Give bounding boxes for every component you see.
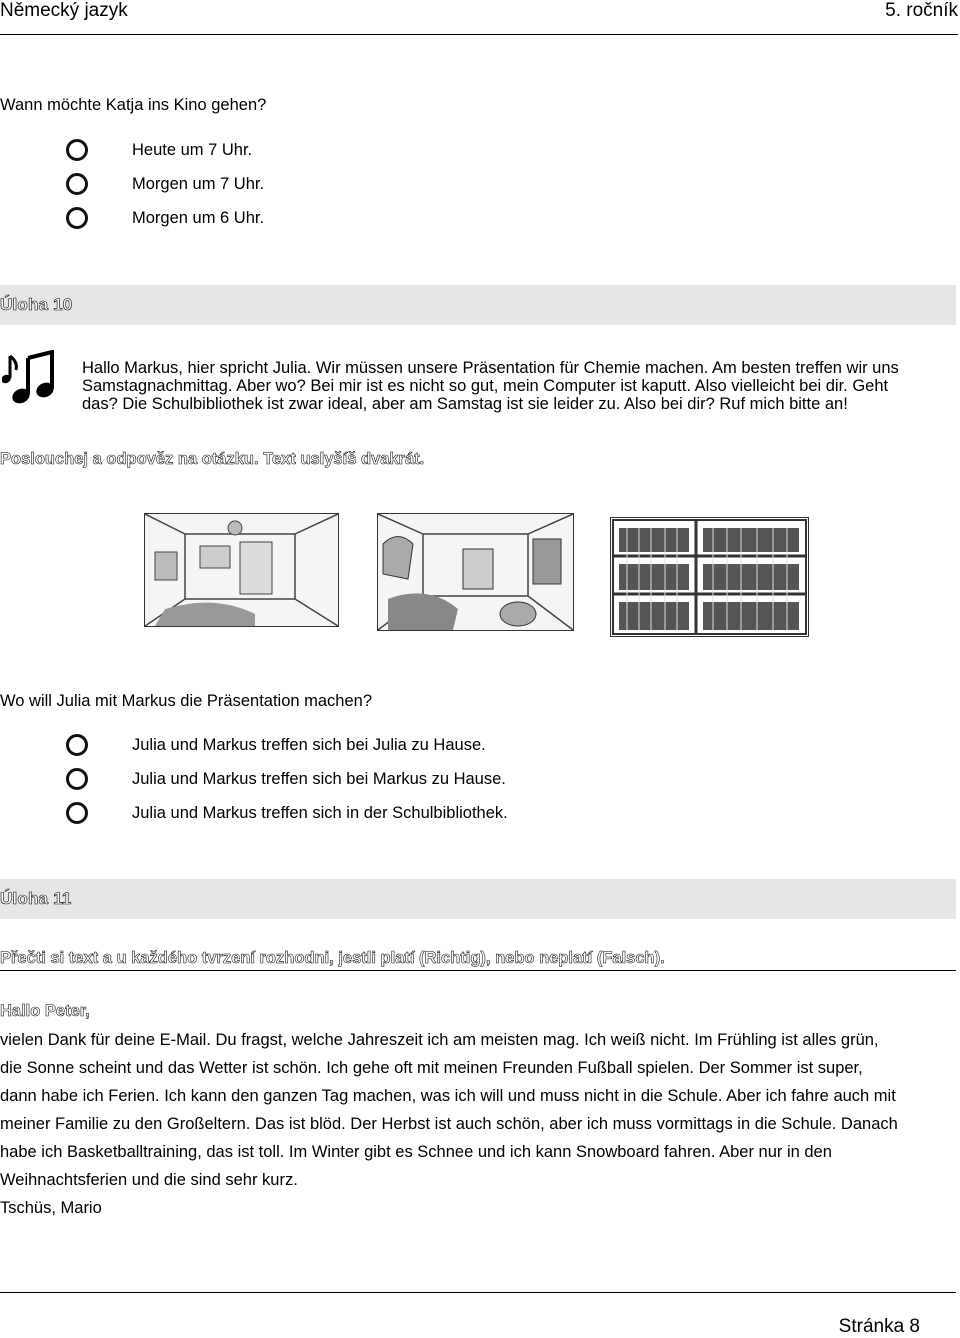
option-label: Julia und Markus treffen sich bei Markus zu Hause. (132, 770, 506, 788)
task-header-band (0, 285, 956, 325)
task-header-band (0, 879, 956, 919)
letter-line: vielen Dank für deine E-Mail. Du fragst, welche Jahreszeit ich am meisten mag. Ich weiß nicht. Im Frühling ist alles grün, (0, 1031, 879, 1049)
radio-option-2[interactable] (66, 173, 88, 195)
option-label: Morgen um 7 Uhr. (132, 175, 265, 193)
radio-option-1[interactable] (66, 734, 88, 756)
question-text: Wann möchte Katja ins Kino gehen? (0, 96, 267, 114)
question-text: Wo will Julia mit Markus die Präsentation machen? (0, 692, 373, 710)
footer-divider (0, 1292, 956, 1293)
transcript-line: Samstagnachmittag. Aber wo? Bei mir ist es nicht so gut, mein Computer ist kaputt. Also vielleicht bei dir. Geht (82, 377, 889, 395)
radio-option-3[interactable] (66, 802, 88, 824)
letter-body (0, 1026, 958, 1222)
letter-signature: Tschüs, Mario (0, 1199, 102, 1217)
option-label: Morgen um 6 Uhr. (132, 209, 265, 227)
reading-instruction: Přečti si text a u každého tvrzení rozhodni, jestli platí (Richtig), nebo neplatí (Falsch). (0, 949, 665, 967)
header-divider (0, 34, 958, 35)
letter-greeting: Hallo Peter, (0, 1002, 90, 1020)
letter-line: die Sonne scheint und das Wetter ist schön. Ich gehe oft mit meinen Freunden Fußball spielen. Der Sommer ist super, (0, 1059, 863, 1077)
bedroom-picture-julia (144, 513, 339, 627)
transcript-line: das? Die Schulbibliothek ist zwar ideal, aber am Samstag ist sie leider zu. Also bei dir? Ruf mich bitte an! (82, 395, 848, 413)
listening-instruction: Poslouchej a odpověz na otázku. Text uslyšíš dvakrát. (0, 450, 425, 468)
letter-line: meiner Familie zu den Großeltern. Das ist blöd. Der Herbst ist auch schön, aber ich muss vormittags in die Schule. Danach (0, 1115, 898, 1133)
grade-label: 5. ročník (885, 0, 958, 21)
option-label: Julia und Markus treffen sich bei Julia zu Hause. (132, 736, 486, 754)
letter-line: habe ich Basketballtraining, das ist toll. Im Winter gibt es Schnee und ich kann Snowboard fahren. Aber nur in den (0, 1143, 832, 1161)
radio-option-2[interactable] (66, 768, 88, 790)
page-number: Stránka 8 (838, 1316, 920, 1337)
radio-option-1[interactable] (66, 139, 88, 161)
letter-line: dann habe ich Ferien. Ich kann den ganzen Tag machen, was ich will und muss nicht in die Schule. Aber ich fahre auch mit (0, 1087, 896, 1105)
library-bookshelf-picture (610, 517, 809, 637)
option-label: Heute um 7 Uhr. (132, 141, 253, 159)
option-label: Julia und Markus treffen sich in der Schulbibliothek. (132, 804, 508, 822)
bedroom-picture-markus (377, 513, 574, 631)
instruction-divider (0, 970, 956, 971)
task-label: Úloha 11 (0, 889, 72, 908)
subject-title: Německý jazyk (0, 0, 128, 21)
task-label: Úloha 10 (0, 295, 73, 314)
letter-line: Weihnachtsferien und die sind sehr kurz. (0, 1171, 298, 1189)
music-notes-icon (2, 350, 64, 410)
transcript-line: Hallo Markus, hier spricht Julia. Wir müssen unsere Präsentation für Chemie machen. Am besten treffen wir uns (82, 359, 899, 377)
radio-option-3[interactable] (66, 207, 88, 229)
